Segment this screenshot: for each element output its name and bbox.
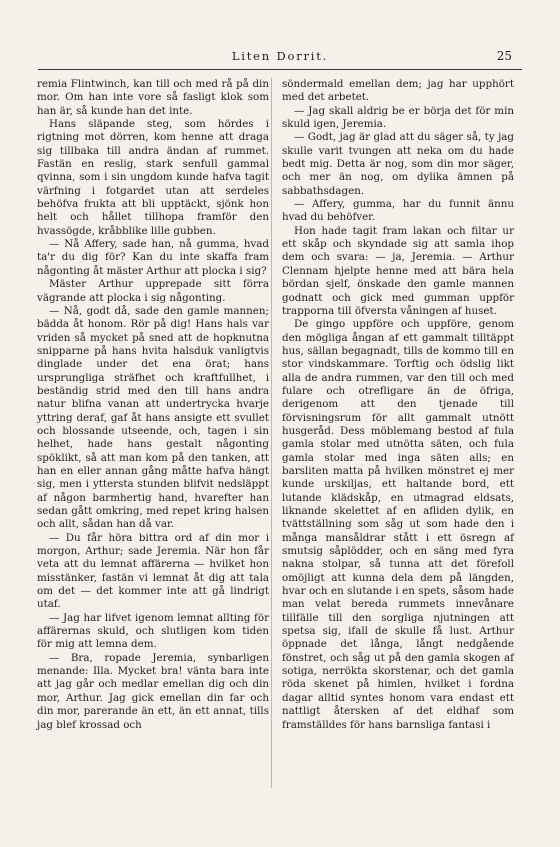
paragraph: söndermald emellan dem; jag har upphört med det arbetet.	[282, 78, 514, 104]
page-number: 25	[496, 49, 512, 63]
paragraph: Hon hade tagit fram lakan och filtar ur ett skåp och skyndade sig att samla ihop dem och svara: — ja, Jeremia. — Arthur Clennam hjelpte henne med att bära hela bördan sjelf, önskade den gamle mannen godnatt och gick med gumman uppför trapporna till öfversta våningen af huset.	[282, 224, 514, 317]
header-rule	[38, 69, 522, 70]
paragraph: De gingo uppföre och uppföre, genom den mögliga ångan af ett gammalt tilltäppt hus, sällan begagnadt, tills de kommo till en stor vindskammare. Torftig och ödslig likt alla de andra rummen, var den till och med fulare och otrefligare än de öfriga, derigenom att den tjenade till förvisningsrum för allt gammalt utnött husgeråd. Dess möblemang bestod af fula gamla stolar med utnötta säten, och fula gamla stolar med inga säten alls; en barsliten matta på hvilken mönstret ej mer kunde urskiljas, ett haltande bord, ett lutande klädskåp, en utmagrad eldsats, liknande skelettet af en afliden dylik, en tvättställning som såg ut som hade den i många mansåldrar stått i ett ösregn af smutsig såplödder, och en säng med fyra nakna stolpar, så tunna att det förefoll omöjligt att kunna dela dem på längden, hvar och en slutande i en spets, såsom hade man velat bereda rummets innevånare tillfälle till den sorgliga njutningen att spetsa sig, ifall de skulle få lust. Arthur öppnade det långa, långt nedgående fönstret, och såg ut på den gamla skogen af sotiga, nerrökta skorstenar, och det gamla röda skenet på himlen, hvilket i fordna dagar alltid syntes honom vara endast ett nattligt återsken af det eldhaf som framställdes för hans barnsliga fantasi i	[282, 318, 514, 731]
running-title: Liten Dorrit.	[231, 49, 329, 63]
paragraph: — Jag har lifvet igenom lemnat allting för affärernas skuld, och slutligen kom tiden för mig att lemna dem.	[37, 611, 269, 651]
paragraph: — Bra, ropade Jeremia, synbarligen menande: Illa. Mycket bra! vänta bara inte att jag går och medlar emellan dig och din mor, Arthur. Jag gick emellan din far och din mor, parerande än ett, än ett annat, tills jag blef krossad och	[37, 651, 269, 731]
column-divider	[271, 78, 272, 788]
paragraph: — Affery, gumma, har du funnit ännu hvad du behöfver.	[282, 198, 514, 224]
paragraph: — Nå Affery, sade han, nå gumma, hvad ta'r du dig för? Kan du inte skaffa fram någonting åt mäster Arthur att plocka i sig?	[37, 238, 269, 277]
paragraph: Hans släpande steg, som hördes i rigtning mot dörren, kom henne att draga sig tillbaka till andra ändan af rummet. Fastän en reslig, stark senfull gammal qvinna, som i sin ungdom kunde hafva tagit värfning i fotgardet utan att serdeles behöfva frukta att bli upptäckt, sjönk hon helt och hållet tillhopa framför den hvassögde, kråbblike lille gubben.	[37, 118, 269, 237]
paragraph: Mäster Arthur upprepade sitt förra vägrande att plocka i sig någonting.	[37, 278, 269, 304]
paragraph: — Jag skall aldrig be er börja det för min skuld igen, Jeremia.	[282, 104, 514, 131]
page-header	[0, 49, 560, 65]
right-column	[282, 78, 514, 732]
paragraph: — Du får höra bittra ord af din mor i morgon, Arthur; sade Jeremia. När hon får veta att du lemnat affärerna — hvilket hon misstänker, fastän vi lemnat åt dig att tala om det — det kommer inte att gå lindrigt utaf.	[37, 531, 269, 611]
paragraph: — Nå, godt då, sade den gamle mannen; bädda åt honom. Rör på dig! Hans hals var vriden så mycket på sned att de hopknutna snipparne på hans hvita halsduk vanligtvis dinglade under det ena örat; hans ursprungliga sträfhet och kraftfullhet, i beständig strid med den till hans andra natur blifna vanan att undertrycka hvarje yttring deraf, gaf åt hans ansigte ett svullet och blossande utseende, och, tagen i sin helhet, hade hans gestalt någonting spöklikt, så att man kom på den tanken, att han en eller annan gång måtte hafva hängt sig, men i yttersta stunden blifvit nedsläppt af någon barmhertig hand, hvarefter han sedan gått omkring, med repet kring halsen och allt, sådan han då var.	[37, 304, 269, 531]
left-column	[37, 78, 269, 732]
paragraph: — Godt, jag är glad att du säger så, ty jag skulle varit tvungen att neka om du hade bedt mig. Detta är nog, som din mor säger, och mer än nog, om dylika ämnen på sabbathsdagen.	[282, 131, 514, 197]
paragraph: remia Flintwinch, kan till och med rå på din mor. Om han inte vore så fasligt klok som han är, så kunde han det inte.	[37, 78, 269, 117]
